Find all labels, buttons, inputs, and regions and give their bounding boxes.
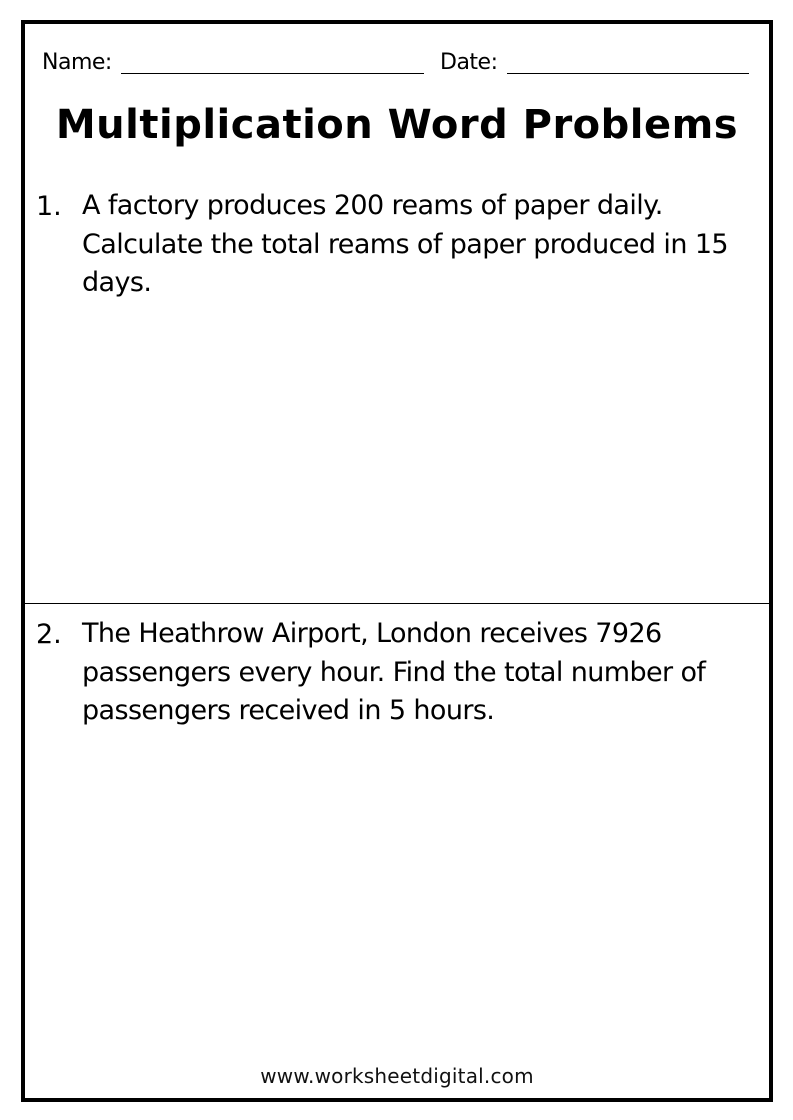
- answer-area-1[interactable]: [25, 260, 769, 600]
- problem-text: The Heathrow Airport, London receives 7926 passengers every hour. Find the total number of passengers received in 5 hours.: [82, 618, 706, 726]
- header-row: [25, 24, 769, 84]
- date-field[interactable]: [507, 73, 749, 74]
- worksheet-page: [21, 20, 773, 1102]
- page-title: Multiplication Word Problems: [55, 102, 739, 148]
- name-field[interactable]: [121, 73, 424, 74]
- section-divider: [25, 603, 769, 604]
- problem-number: 2.: [36, 619, 62, 650]
- problem-number: 1.: [36, 191, 62, 222]
- answer-area-2[interactable]: [25, 734, 769, 1054]
- problem-text: A factory produces 200 reams of paper daily. Calculate the total reams of paper produced in 15 days.: [82, 190, 728, 298]
- footer-website: www.worksheetdigital.com: [260, 1064, 534, 1088]
- name-label: Name:: [42, 50, 112, 75]
- date-label: Date:: [440, 50, 498, 75]
